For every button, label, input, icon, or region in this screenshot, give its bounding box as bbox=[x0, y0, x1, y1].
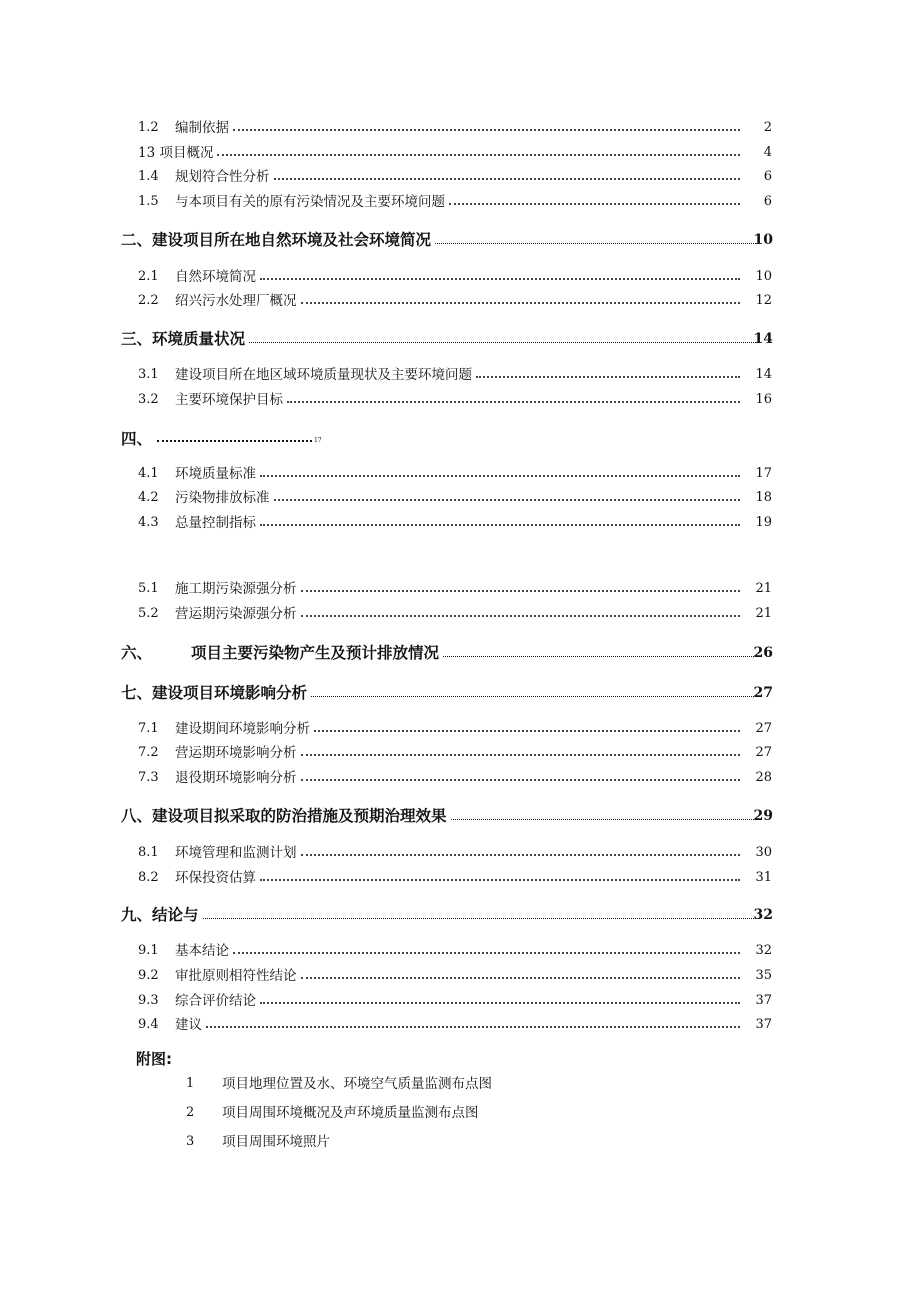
toc-label: 规划符合性分析 bbox=[175, 169, 270, 185]
toc-entry[interactable] bbox=[0, 364, 920, 388]
dot-leader bbox=[260, 879, 740, 881]
dot-leader bbox=[233, 952, 740, 954]
dot-leader bbox=[249, 342, 756, 343]
toc-number: 4.3 bbox=[138, 515, 159, 530]
toc-label: 绍兴污水处理厂概况 bbox=[175, 293, 297, 309]
dot-leader bbox=[260, 524, 740, 526]
toc-page: 35 bbox=[755, 968, 772, 983]
chapter-label: 九、结论与 bbox=[121, 906, 199, 924]
toc-page: 19 bbox=[755, 515, 772, 530]
toc-number: 4.1 bbox=[138, 466, 159, 481]
toc-label: 总量控制指标 bbox=[175, 515, 256, 531]
chapter-label: 七、建设项目环境影响分析 bbox=[121, 684, 308, 702]
toc-number: 9.2 bbox=[138, 968, 159, 983]
toc-label: 13 项目概况 bbox=[138, 145, 214, 161]
dot-leader bbox=[443, 656, 756, 657]
toc-page: 10 bbox=[755, 269, 772, 284]
toc-entry[interactable] bbox=[0, 940, 920, 964]
toc-label: 与本项目有关的原有污染情况及主要环境问题 bbox=[175, 194, 445, 210]
toc-page: 2 bbox=[763, 120, 772, 135]
figure-number: 2 bbox=[186, 1105, 195, 1120]
toc-entry[interactable] bbox=[0, 990, 920, 1014]
chapter-prefix: 六、 bbox=[121, 644, 153, 662]
dot-leader bbox=[311, 696, 756, 697]
toc-label: 环境质量标准 bbox=[175, 466, 256, 482]
dot-leader bbox=[449, 203, 740, 205]
toc-page: 37 bbox=[755, 1017, 772, 1032]
toc-entry[interactable] bbox=[0, 266, 920, 290]
dot-leader bbox=[301, 779, 741, 781]
toc-label: 综合评价结论 bbox=[175, 993, 256, 1009]
toc-number: 4.2 bbox=[138, 490, 159, 505]
dot-leader bbox=[301, 590, 741, 592]
figure-entry[interactable] bbox=[0, 1102, 920, 1126]
chapter-page: 29 bbox=[753, 808, 773, 824]
chapter-page: 17 bbox=[314, 437, 322, 444]
figure-entry[interactable] bbox=[0, 1073, 920, 1097]
toc-label: 编制依据 bbox=[175, 120, 229, 136]
dot-leader bbox=[260, 475, 740, 477]
toc-chapter[interactable] bbox=[0, 328, 920, 352]
toc-page: 30 bbox=[755, 845, 772, 860]
chapter-page: 14 bbox=[753, 331, 773, 347]
chapter-page: 10 bbox=[753, 232, 773, 248]
figure-number: 3 bbox=[186, 1134, 195, 1149]
toc-label: 退役期环境影响分析 bbox=[175, 770, 297, 786]
toc-entry[interactable] bbox=[0, 117, 920, 141]
chapter-label: 八、建设项目拟采取的防治措施及预期治理效果 bbox=[121, 807, 447, 825]
dot-leader bbox=[206, 1026, 740, 1028]
toc-page: 21 bbox=[755, 581, 772, 596]
toc-page: 6 bbox=[763, 194, 772, 209]
toc-number: 7.2 bbox=[138, 745, 159, 760]
dot-leader bbox=[157, 440, 312, 442]
toc-page: 21 bbox=[755, 606, 772, 621]
toc-label: 基本结论 bbox=[175, 943, 229, 959]
toc-number: 9.4 bbox=[138, 1017, 159, 1032]
dot-leader bbox=[301, 754, 741, 756]
figure-label: 项目周围环境照片 bbox=[222, 1134, 330, 1150]
toc-chapter[interactable] bbox=[0, 682, 920, 706]
chapter-page: 32 bbox=[753, 907, 773, 923]
chapter-label: 三、环境质量状况 bbox=[121, 330, 246, 348]
toc-label: 环保投资估算 bbox=[175, 870, 256, 886]
toc-entry[interactable] bbox=[0, 965, 920, 989]
toc-number: 1.2 bbox=[138, 120, 159, 135]
toc-number: 9.3 bbox=[138, 993, 159, 1008]
toc-number: 1.4 bbox=[138, 169, 159, 184]
toc-page: 12 bbox=[755, 293, 772, 308]
toc-label: 环境管理和监测计划 bbox=[175, 845, 297, 861]
toc-entry[interactable] bbox=[0, 389, 920, 413]
toc-number: 5.2 bbox=[138, 606, 159, 621]
toc-entry[interactable] bbox=[0, 191, 920, 215]
toc-page: 32 bbox=[755, 943, 772, 958]
dot-leader bbox=[217, 154, 740, 156]
dot-leader bbox=[274, 178, 741, 180]
toc-entry[interactable] bbox=[0, 512, 920, 536]
chapter-page: 27 bbox=[753, 685, 773, 701]
dot-leader bbox=[233, 129, 740, 131]
toc-number: 3.2 bbox=[138, 392, 159, 407]
dot-leader bbox=[301, 977, 741, 979]
chapter-label: 项目主要污染物产生及预计排放情况 bbox=[191, 644, 440, 662]
toc-entry[interactable] bbox=[0, 166, 920, 190]
toc-label: 施工期污染源强分析 bbox=[175, 581, 297, 597]
dot-leader bbox=[314, 730, 740, 732]
toc-chapter[interactable] bbox=[0, 805, 920, 829]
toc-entry[interactable] bbox=[0, 290, 920, 314]
toc-page: 14 bbox=[755, 367, 772, 382]
toc-chapter[interactable] bbox=[0, 642, 920, 666]
toc-entry[interactable] bbox=[0, 603, 920, 627]
figure-label: 项目地理位置及水、环境空气质量监测布点图 bbox=[222, 1076, 492, 1092]
toc-number: 9.1 bbox=[138, 943, 159, 958]
figure-number: 1 bbox=[186, 1076, 195, 1091]
toc-entry[interactable] bbox=[0, 1014, 920, 1038]
toc-number: 5.1 bbox=[138, 581, 159, 596]
dot-leader bbox=[476, 376, 740, 378]
toc-entry[interactable] bbox=[0, 718, 920, 742]
toc-label: 建设项目所在地区域环境质量现状及主要环境问题 bbox=[175, 367, 472, 383]
toc-label: 营运期环境影响分析 bbox=[175, 745, 297, 761]
toc-chapter[interactable] bbox=[0, 229, 920, 253]
toc-page: 16 bbox=[755, 392, 772, 407]
figure-label: 项目周围环境概况及声环境质量监测布点图 bbox=[222, 1105, 479, 1121]
dot-leader bbox=[301, 854, 741, 856]
toc-page: 27 bbox=[755, 721, 772, 736]
dot-leader bbox=[301, 302, 741, 304]
toc-page: 4 bbox=[763, 145, 772, 160]
toc-label: 建设期间环境影响分析 bbox=[175, 721, 310, 737]
toc-label: 营运期污染源强分析 bbox=[175, 606, 297, 622]
dot-leader bbox=[301, 615, 741, 617]
dot-leader bbox=[260, 1002, 740, 1004]
toc-entry[interactable] bbox=[0, 487, 920, 511]
toc-page: 37 bbox=[755, 993, 772, 1008]
chapter-label: 四、 bbox=[121, 430, 153, 448]
toc-number: 7.3 bbox=[138, 770, 159, 785]
toc-number: 1.5 bbox=[138, 194, 159, 209]
figure-entry[interactable] bbox=[0, 1131, 920, 1155]
toc-number: 2.1 bbox=[138, 269, 159, 284]
dot-leader bbox=[287, 401, 740, 403]
toc-number: 7.1 bbox=[138, 721, 159, 736]
toc-page: 6 bbox=[763, 169, 772, 184]
toc-entry[interactable] bbox=[0, 867, 920, 891]
toc-number: 8.2 bbox=[138, 870, 159, 885]
toc-page: 17 bbox=[755, 466, 772, 481]
toc-label: 建议 bbox=[175, 1017, 202, 1033]
dot-leader bbox=[451, 819, 756, 820]
dot-leader bbox=[260, 278, 740, 280]
chapter-label: 二、建设项目所在地自然环境及社会环境简况 bbox=[121, 231, 432, 249]
dot-leader bbox=[274, 499, 741, 501]
toc-page: 18 bbox=[755, 490, 772, 505]
dot-leader bbox=[203, 918, 756, 919]
chapter-page: 26 bbox=[753, 645, 773, 661]
toc-number: 8.1 bbox=[138, 845, 159, 860]
toc-chapter[interactable] bbox=[0, 904, 920, 928]
toc-entry[interactable] bbox=[0, 142, 920, 166]
toc-page: 28 bbox=[755, 770, 772, 785]
toc-entry[interactable] bbox=[0, 842, 920, 866]
toc-entry[interactable] bbox=[0, 742, 920, 766]
toc-page: 27 bbox=[755, 745, 772, 760]
toc-page: 31 bbox=[755, 870, 772, 885]
toc-entry[interactable] bbox=[0, 463, 920, 487]
toc-entry[interactable] bbox=[0, 767, 920, 791]
dot-leader bbox=[435, 243, 756, 244]
toc-label: 审批原则相符性结论 bbox=[175, 968, 297, 984]
toc-number: 3.1 bbox=[138, 367, 159, 382]
figures-title: 附图: bbox=[136, 1050, 172, 1068]
toc-number: 2.2 bbox=[138, 293, 159, 308]
toc-label: 主要环境保护目标 bbox=[175, 392, 283, 408]
toc-chapter[interactable] bbox=[0, 428, 920, 452]
toc-label: 污染物排放标准 bbox=[175, 490, 270, 506]
toc-label: 自然环境简况 bbox=[175, 269, 256, 285]
toc-entry[interactable] bbox=[0, 578, 920, 602]
